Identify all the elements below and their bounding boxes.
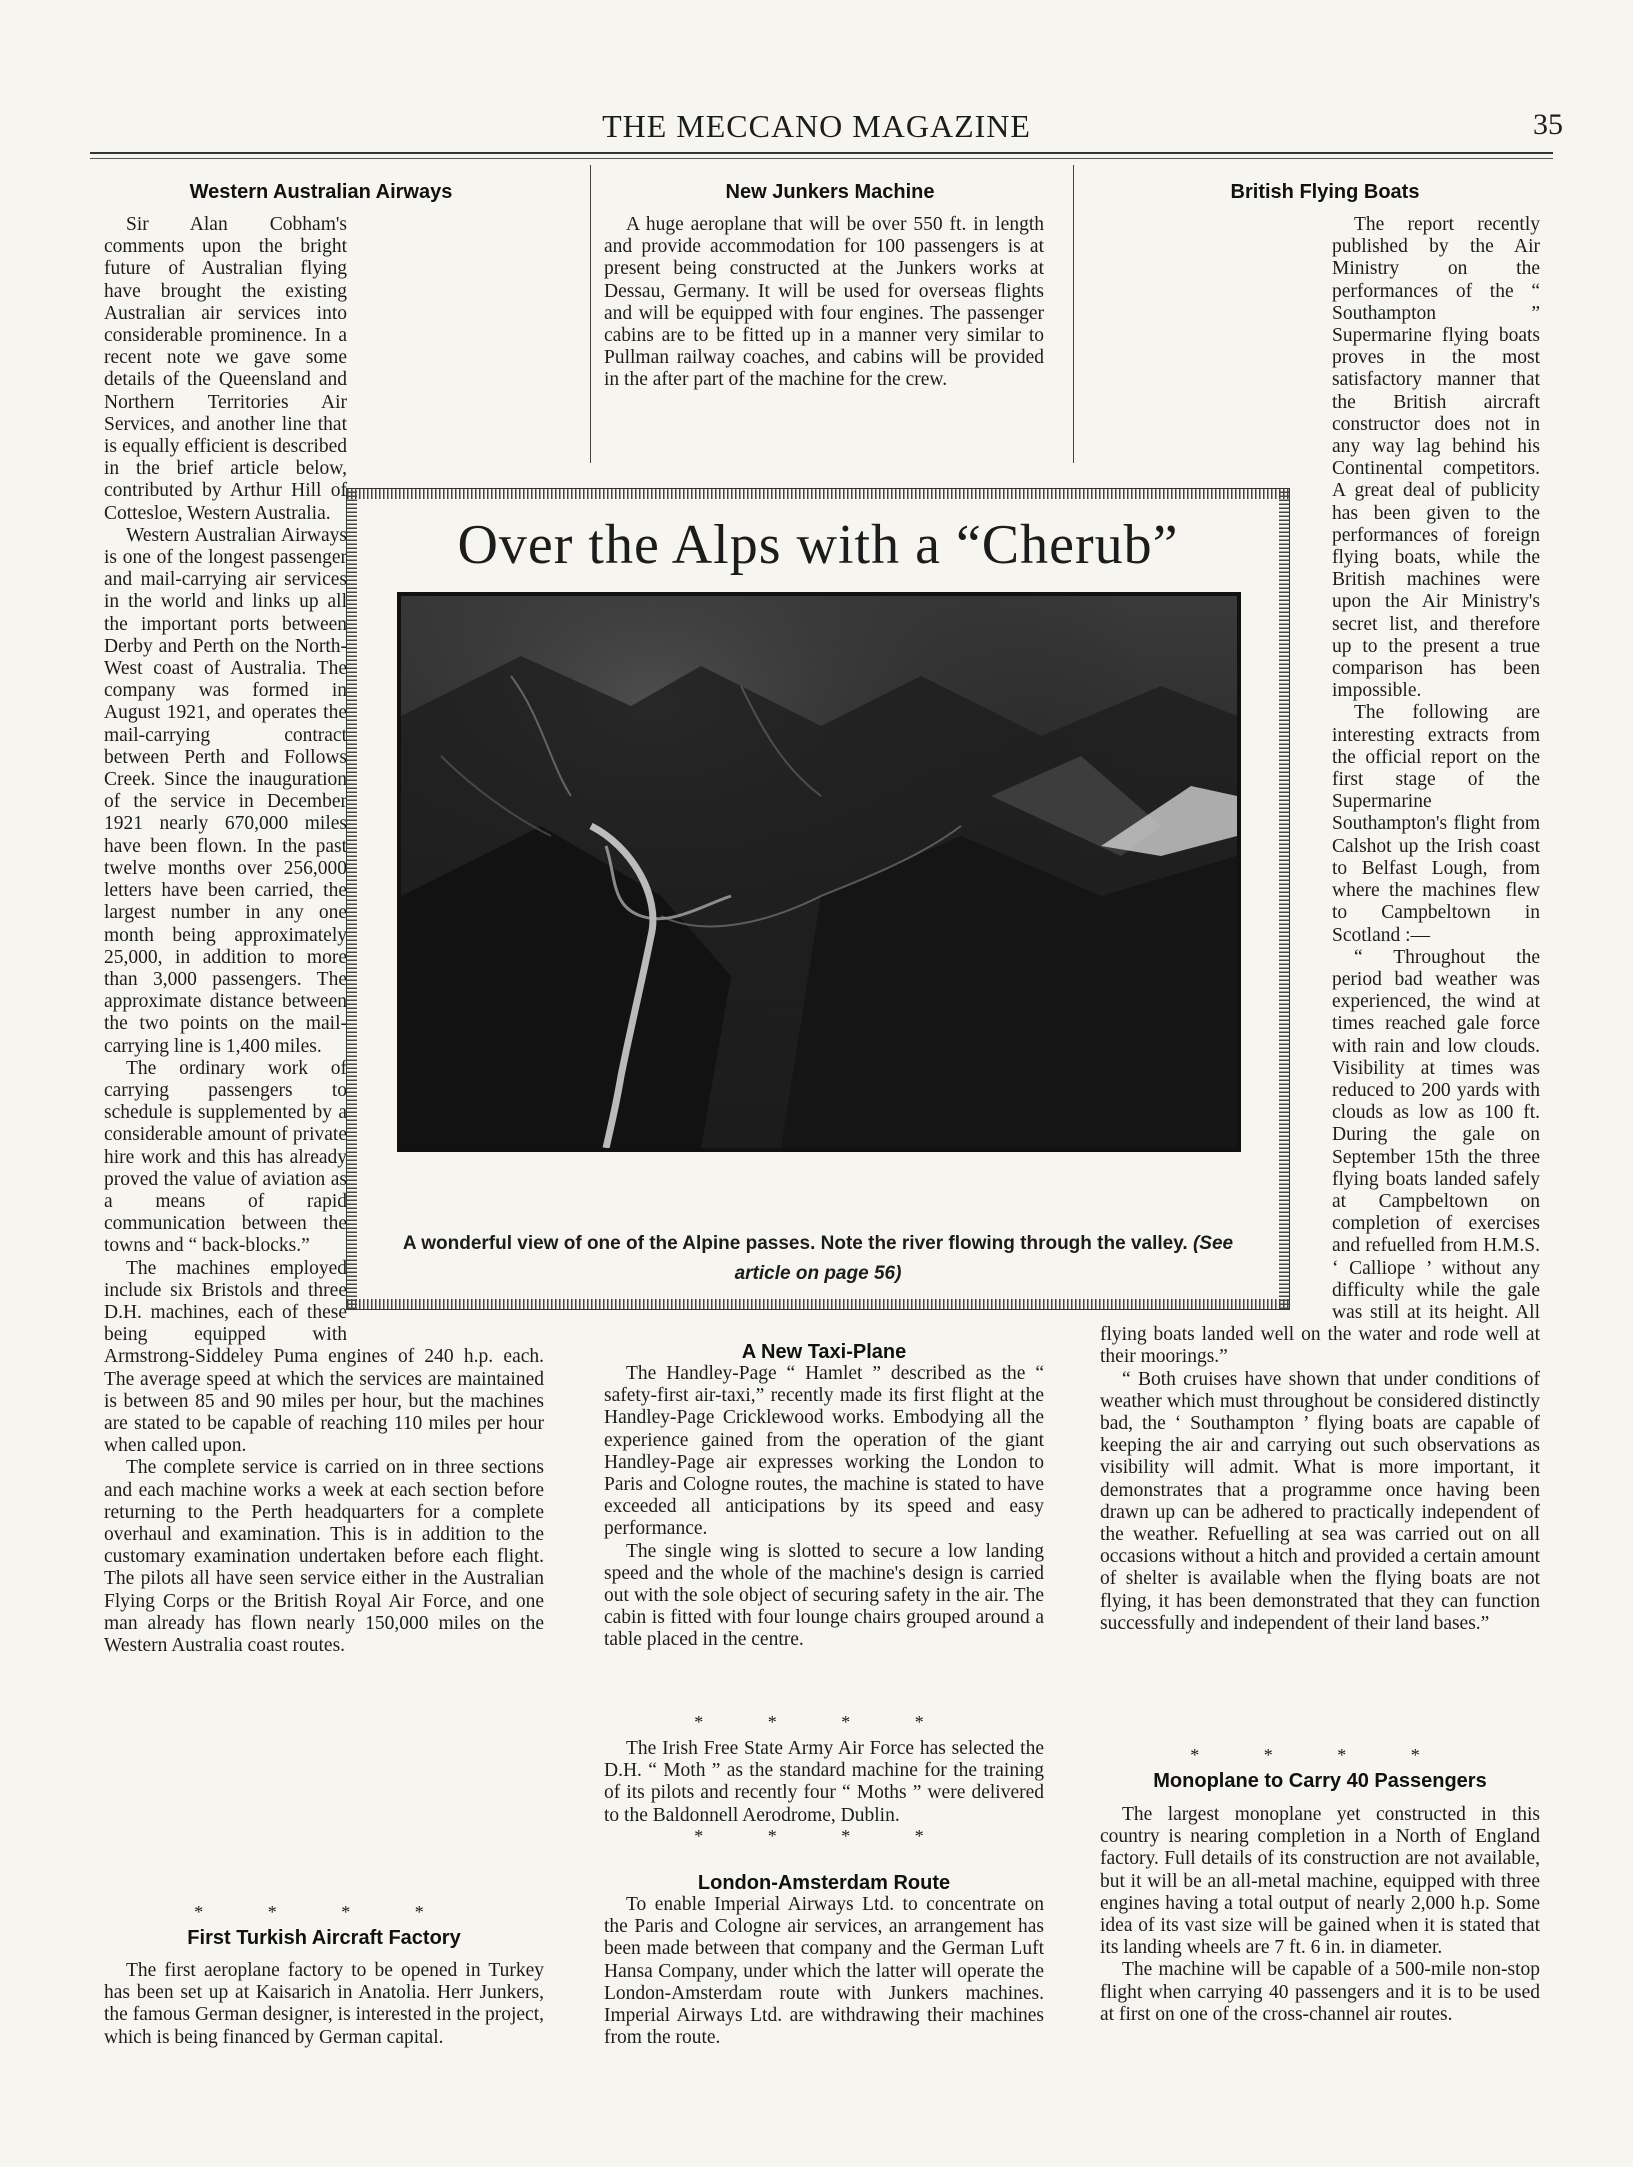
article-heading-new-junkers-machine: New Junkers Machine — [725, 181, 935, 203]
alpine-pass-photo — [397, 592, 1241, 1152]
section-separator-stars: * * * * — [694, 1826, 954, 1846]
paragraph: “ Throughout the period bad weather was experienced, the wind at times reached gale force with rain and low clouds. Visibility at times was reduced to 200 yards with clouds as low as 100 ft. During the gale on September 15th the three flying boats landed safely at Campbeltown on completion of exercises and refuelled from H.M.S. ‘ Calliope ’ without any difficulty while the gale was still at its height. All flying boats landed well on the water and rode well at their moorings.” — [1100, 946, 1540, 1368]
section-separator-stars: * * * * — [194, 1902, 454, 1922]
article-heading-western-australian-airways: Western Australian Airways — [189, 181, 453, 203]
paragraph: Sir Alan Cobham's comments upon the bright future of Australian flying have brought the existing Australian air services into considerable prominence. In a recent note we gave some details of the Queensland and Northern Territories Air Services, and another line that is equally efficient is described in the brief article below, contributed by Arthur Hill of Cottesloe, Western Australia. — [104, 214, 347, 524]
alpine-pass-image — [401, 596, 1237, 1148]
article-taxi-plane — [604, 1363, 1044, 1652]
paragraph: A huge aeroplane that will be over 550 ft. in length and provide accommodation for 100 passengers is at present being constructed at the Junkers works at Dessau, Germany. It will be used for overseas flights and will be equipped with four engines. The passenger cabins are to be fitted up in a manner very similar to Pullman railway coaches, and cabins will be provided in the after part of the machine for the crew. — [604, 214, 1044, 391]
section-separator-stars: * * * * — [694, 1712, 954, 1732]
header-rule — [90, 152, 1553, 154]
hatched-border — [347, 489, 357, 1309]
paragraph: The single wing is slotted to secure a low landing speed and the whole of the machine's design is carried out with the sole object of securing safety in the air. The cabin is fitted with four lounge chairs grouped around a table placed in the centre. — [604, 1540, 1044, 1651]
article-heading-monoplane-40-passengers: Monoplane to Carry 40 Passengers — [1153, 1770, 1487, 1792]
section-separator-stars: * * * * — [1190, 1745, 1450, 1765]
header-rule-thin — [90, 158, 1553, 159]
paragraph: The Handley-Page “ Hamlet ” described as the “ safety-first air-taxi,” recently made its first flight at the Handley-Page Cricklewood works. Embodying all the experience gained from the operation of the giant Handley-Page air expresses working the London to Paris and Cologne routes, the machine is stated to have exceeded all anticipations by its speed and easy performance. — [604, 1363, 1044, 1540]
article-irish-moth — [604, 1738, 1044, 1827]
hatched-border — [1279, 489, 1289, 1309]
hatched-border — [347, 489, 1289, 499]
article-heading-taxi-plane: A New Taxi-Plane — [741, 1341, 907, 1363]
caption-text: A wonderful view of one of the Alpine passes. Note the river flowing through the valley. — [402, 1233, 1188, 1254]
paragraph: The machines employed include six Bristols and three D.H. machines, each of these being equipped with Armstrong-Siddeley Puma engines of 240 h.p. each. The average speed at which the services are maintained is between 85 and 90 miles per hour, but the machines are stated to be capable of reaching 110 miles per hour when called upon. — [104, 1257, 544, 1457]
column-divider-right-top — [1073, 165, 1074, 463]
magazine-title: THE MECCANO MAGAZINE — [602, 108, 1031, 144]
paragraph: The first aeroplane factory to be opened in Turkey has been set up at Kaisarich in Anatolia. Herr Junkers, the famous German designer, is interested in the project, which is being financed by German capital. — [104, 1960, 544, 2048]
column-divider-left-top — [590, 165, 591, 463]
article-london-amsterdam — [604, 1894, 1044, 2049]
article-heading-london-amsterdam: London-Amsterdam Route — [697, 1872, 951, 1894]
paragraph: To enable Imperial Airways Ltd. to concentrate on the Paris and Cologne air services, an arrangement has been made between that company and the German Luft Hansa Company, under which the latter will operate the London-Amsterdam route with Junkers machines. Imperial Airways Ltd. are withdrawing their machines from the route. — [604, 1894, 1044, 2049]
paragraph: The following are interesting extracts from the official report on the first stage of the Supermarine Southampton's flight from Calshot up the Irish coast to Belfast Lough, from where the machines flew to Campbeltown in Scotland :— — [1332, 702, 1540, 946]
article-turkish-aircraft-factory — [104, 1960, 544, 2049]
page-number: 35 — [1533, 108, 1563, 141]
photo-caption — [387, 1229, 1249, 1289]
article-heading-turkish-aircraft-factory: First Turkish Aircraft Factory — [187, 1927, 461, 1949]
article-monoplane-40-passengers — [1100, 1804, 1540, 2026]
paragraph: The largest monoplane yet constructed in this country is nearing completion in a North of England factory. Full details of its construction are not available, but it will be an all-metal machine, equipped with three engines having a total output of nearly 2,000 h.p. Some idea of its vast size will be gained when it is stated that its landing wheels are 7 ft. 6 in. in diameter. — [1100, 1804, 1540, 1959]
paragraph: “ Both cruises have shown that under conditions of weather which must throughout be considered distinctly bad, the ‘ Southampton ’ flying boats are capable of keeping the air and carrying out such observations as visibility will admit. What is more important, it demonstrates that a programme once having been drawn up can be adhered to practically independent of the weather. Refuelling at sea was carried out on all occasions without a hitch and provided a certain amount of shelter is available when the flying boats are not flying, it has been demonstrated that they can function successfully and independent of their land bases.” — [1100, 1368, 1540, 1634]
feature-title: Over the Alps with a “Cherub” — [457, 514, 1179, 576]
paragraph: Western Australian Airways is one of the longest passenger and mail-carrying air services in the world and links up all the important ports between Derby and Perth on the North-West coast of Australia. The company was formed in August 1921, and operates the mail-carrying contract between Perth and Follows Creek. Since the inauguration of the service in December 1921 nearly 670,000 miles have been flown. In the past twelve months over 256,000 letters have been carried, the largest number in any one month being approximately 25,000, in addition to more than 3,000 passengers. The approximate distance between the two points on the mail-carrying line is 1,400 miles. — [104, 524, 347, 1057]
caption-page-reference: (See article on page 56) — [734, 1233, 1234, 1284]
paragraph: The machine will be capable of a 500-mile non-stop flight when carrying 40 passengers and it is to be used at first on one of the cross-channel air routes. — [1100, 1959, 1540, 2025]
paragraph: The ordinary work of carrying passengers to schedule is supplemented by a considerable amount of private hire work and this has already proved the value of aviation as a means of rapid communication between the towns and “ back-blocks.” — [104, 1057, 347, 1257]
paragraph: The complete service is carried on in three sections and each machine works a week at each section before returning to the Perth headquarters for a complete overhaul and examination. This is in addition to the customary examination undertaken before each flight. The pilots all have seen service either in the Australian Flying Corps or the British Royal Air Force, and one man already has flown nearly 150,000 miles on the Western Australia coast routes. — [104, 1457, 544, 1656]
article-heading-british-flying-boats: British Flying Boats — [1230, 181, 1420, 203]
feature-photo-box — [346, 488, 1290, 1310]
hatched-border — [347, 1299, 1289, 1309]
paragraph: The Irish Free State Army Air Force has selected the D.H. “ Moth ” as the standard machine for the training of its pilots and recently four “ Moths ” were delivered to the Baldonnell Aerodrome, Dublin. — [604, 1738, 1044, 1826]
article-new-junkers-machine — [604, 214, 1044, 392]
paragraph: The report recently published by the Air Ministry on the performances of the “ Southampton ” Supermarine flying boats proves in the most satisfactory manner that the British aircraft constructor does not in any way lag behind his Continental competitors. A great deal of publicity has been given to the performances of foreign flying boats, while the British machines were upon the Air Ministry's secret list, and therefore up to the present a true comparison has been impossible. — [1332, 214, 1540, 702]
